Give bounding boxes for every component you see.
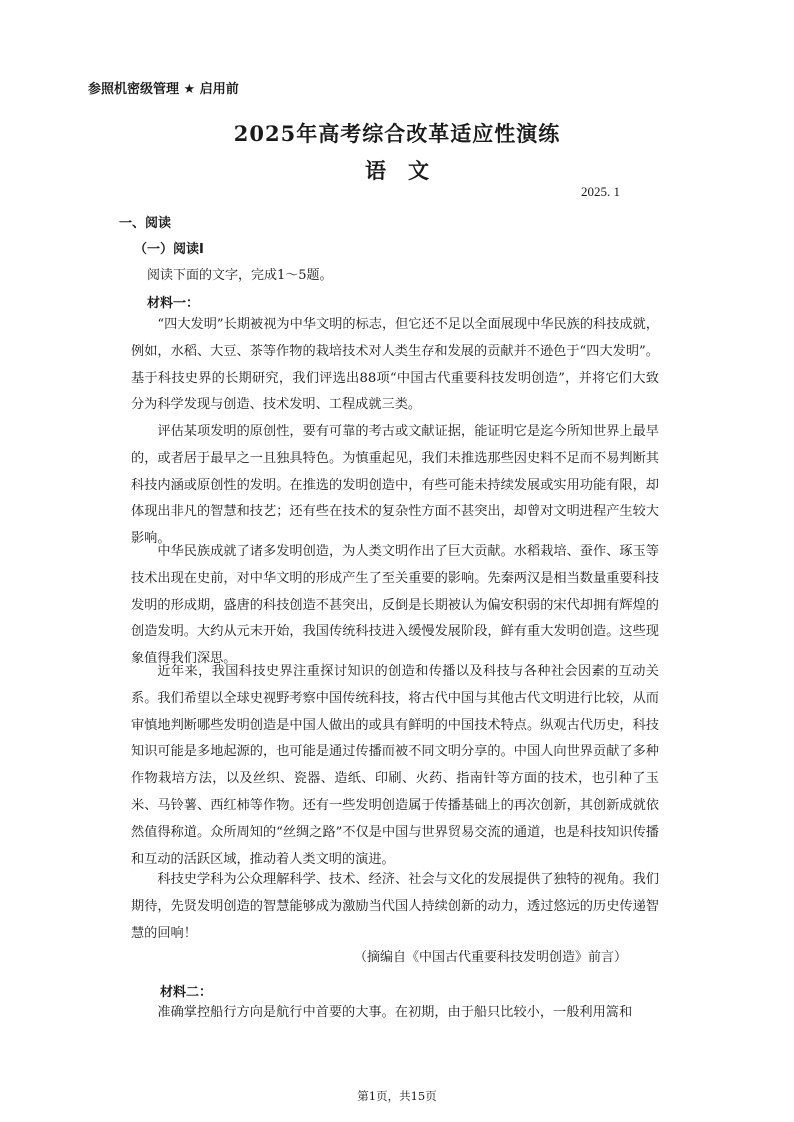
material1-paragraph: 中华民族成就了诸多发明创造，为人类文明作出了巨大贡献。水稻栽培、蚕作、琢玉等技术出现在史前，对中华文明的形成产生了至关重要的影响。先秦两汉是相当数量重要科技发明的形成期，盛唐的科技创造不甚突出，反倒是长期被认为偏安积弱的宋代却拥有辉煌的创造发明。大约从元末开始，我国传统科技进入缓慢发展阶段，鲜有重大发明创造。这些现象值得我们深思。 (131, 544, 659, 667)
instruction: 阅读下面的文字，完成1～5题。 (147, 268, 333, 283)
confidential-label: 参照机密级管理 ★ 启用前 (88, 82, 239, 97)
material1-source: （摘编自《中国古代重要科技发明创造》前言） (354, 950, 628, 965)
material2-paragraph: 准确掌控船行方向是航行中首要的大事。在初期，由于船只比较小，一般利用篙和 (157, 1005, 633, 1020)
exam-title: 2025年高考综合改革适应性演练 (233, 121, 561, 146)
material1-paragraph: 科技史学科为公众理解科学、技术、经济、社会与文化的发展提供了独特的视角。我们期待，先贤发明创造的智慧能够成为激励当代国人持续创新的动力，透过悠远的历史传递智慧的回响！ (131, 872, 659, 941)
section-heading: 一、阅读 (119, 216, 172, 231)
material1-label: 材料一： (147, 296, 200, 311)
page-number: 第1页，共15页 (357, 1089, 437, 1103)
material2-label: 材料二： (160, 985, 213, 1000)
material1-paragraph: 评估某项发明的原创性，要有可靠的考古或文献证据，能证明它是迄今所知世界上最早的，或者居于最早之一且独具特色。为慎重起见，我们未推选那些因史料不足而不易判断其科技内涵或原创性的发明。在推选的发明创造中，有些可能未持续发展或实用功能有限，却体现出非凡的智慧和技艺；还有些在技术的复杂性方面不甚突出，却曾对文明进程产生较大影响。 (131, 424, 659, 547)
material1-paragraph: 近年来，我国科技史界注重探讨知识的创造和传播以及科技与各种社会因素的互动关系。我们希望以全球史视野考察中国传统科技，将古代中国与其他古代文明进行比较，从而审慎地判断哪些发明创造是中国人做出的或具有鲜明的中国技术特点。纵观古代历史，科技知识可能是多地起源的，也可能是通过传播而被不同文明分享的。中国人向世界贡献了多种作物栽培方法，以及丝织、瓷器、造纸、印刷、火药、指南针等方面的技术，也引种了玉米、马铃薯、西红柿等作物。还有一些发明创造属于传播基础上的再次创新，其创新成就依然值得称道。众所周知的“丝绸之路”不仅是中国与世界贸易交流的通道，也是科技知识传播和互动的活跃区域，推动着人类文明的演进。 (131, 664, 659, 867)
material1-paragraph: “四大发明”长期被视为中华文明的标志，但它还不足以全面展现中华民族的科技成就，例如，水稻、大豆、茶等作物的栽培技术对人类生存和发展的贡献并不逊色于“四大发明”。基于科技史界的长期研究，我们评选出88项“中国古代重要科技发明创造”，并将它们大致分为科学发现与创造、技术发明、工程成就三类。 (131, 317, 659, 413)
section-subheading: （一）阅读Ⅰ (134, 242, 204, 257)
exam-date: 2025. 1 (581, 184, 620, 199)
subject-title: 语文 (365, 158, 451, 183)
